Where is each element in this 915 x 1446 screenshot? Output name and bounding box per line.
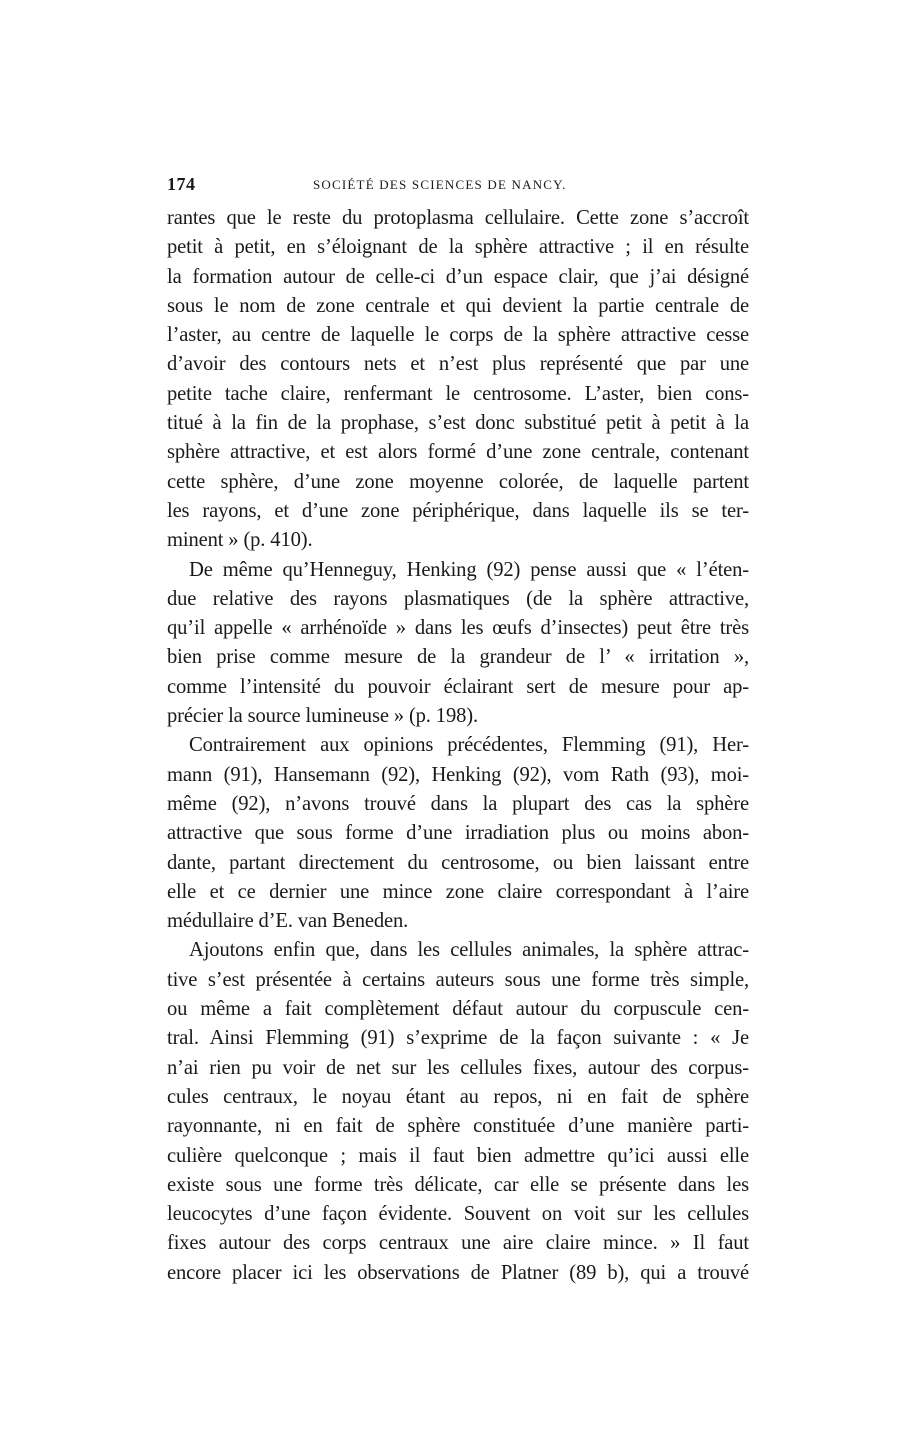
text-line: cules centraux, le noyau étant au repos, ni en fait de sphère [167, 1085, 749, 1108]
text-line: n’ai rien pu voir de net sur les cellules fixes, autour des corpus- [167, 1056, 749, 1079]
text-line: ou même a fait complètement défaut autour du corpuscule cen- [167, 998, 749, 1021]
paragraph-2 [167, 556, 749, 732]
text-line: rantes que le reste du protoplasma cellulaire. Cette zone s’accroît [167, 207, 749, 229]
text-line: leucocytes d’une façon évidente. Souvent on voit sur les cellules [167, 1203, 749, 1226]
text-line: elle et ce dernier une mince zone claire correspondant à l’aire [167, 880, 749, 903]
text-line: l’aster, au centre de laquelle le corps de la sphère attractive cesse [167, 324, 749, 347]
text-line: qu’il appelle « arrhénoïde » dans les œufs d’insectes) peut être très [167, 617, 749, 640]
text-line: fixes autour des corps centraux une aire claire mince. » Il faut [167, 1232, 749, 1255]
text-line: petite tache claire, renfermant le centrosome. L’aster, bien cons- [167, 382, 749, 405]
text-line: sphère attractive, et est alors formé d’une zone centrale, contenant [167, 441, 749, 464]
text-line: rayonnante, ni en fait de sphère constituée d’une manière parti- [167, 1115, 749, 1138]
text-line: Ajoutons enfin que, dans les cellules animales, la sphère attrac- [189, 939, 749, 962]
text-line: petit à petit, en s’éloignant de la sphère attractive ; il en résulte [167, 236, 749, 259]
page-number: 174 [167, 174, 196, 194]
text-line: même (92), n’avons trouvé dans la plupart des cas la sphère [167, 792, 749, 815]
text-line: la formation autour de celle-ci d’un espace clair, que j’ai désigné [167, 265, 749, 288]
text-line: encore placer ici les observations de Platner (89 b), qui a trouvé [167, 1261, 749, 1284]
body-text [167, 204, 749, 1288]
text-line: mann (91), Hansemann (92), Henking (92), vom Rath (93), moi- [167, 763, 749, 786]
text-line: minent » (p. 410). [167, 529, 313, 552]
text-line: médullaire d’E. van Beneden. [167, 910, 409, 933]
text-line: titué à la fin de la prophase, s’est donc substitué petit à petit à la [167, 412, 749, 435]
text-line: cette sphère, d’une zone moyenne colorée, de laquelle partent [167, 470, 749, 493]
running-head: SOCIÉTÉ DES SCIENCES DE NANCY. [313, 177, 567, 192]
text-line: existe sous une forme très délicate, car elle se présente dans les [167, 1173, 749, 1196]
text-line: sous le nom de zone centrale et qui devient la partie centrale de [167, 294, 749, 317]
page-header [167, 174, 749, 198]
paragraph-4 [167, 936, 749, 1288]
text-line: tral. Ainsi Flemming (91) s’exprime de la façon suivante : « Je [167, 1027, 749, 1050]
text-line: les rayons, et d’une zone périphérique, dans laquelle ils se ter- [167, 499, 749, 522]
paragraph-1 [167, 204, 749, 556]
text-line: tive s’est présentée à certains auteurs sous une forme très simple, [167, 968, 749, 991]
text-line: due relative des rayons plasmatiques (de la sphère attractive, [167, 587, 749, 610]
text-line: comme l’intensité du pouvoir éclairant sert de mesure pour ap- [167, 675, 749, 698]
text-line: De même qu’Henneguy, Henking (92) pense aussi que « l’éten- [189, 558, 749, 581]
text-line: précier la source lumineuse » (p. 198). [167, 705, 478, 728]
text-line: attractive que sous forme d’une irradiation plus ou moins abon- [167, 822, 749, 845]
paragraph-3 [167, 731, 749, 936]
text-line: bien prise comme mesure de la grandeur de l’ « irritation », [167, 646, 749, 669]
text-line: dante, partant directement du centrosome, ou bien laissant entre [167, 851, 749, 874]
text-line: culière quelconque ; mais il faut bien admettre qu’ici aussi elle [167, 1144, 749, 1167]
text-line: d’avoir des contours nets et n’est plus représenté que par une [167, 353, 749, 376]
text-line: Contrairement aux opinions précédentes, Flemming (91), Her- [189, 734, 749, 757]
